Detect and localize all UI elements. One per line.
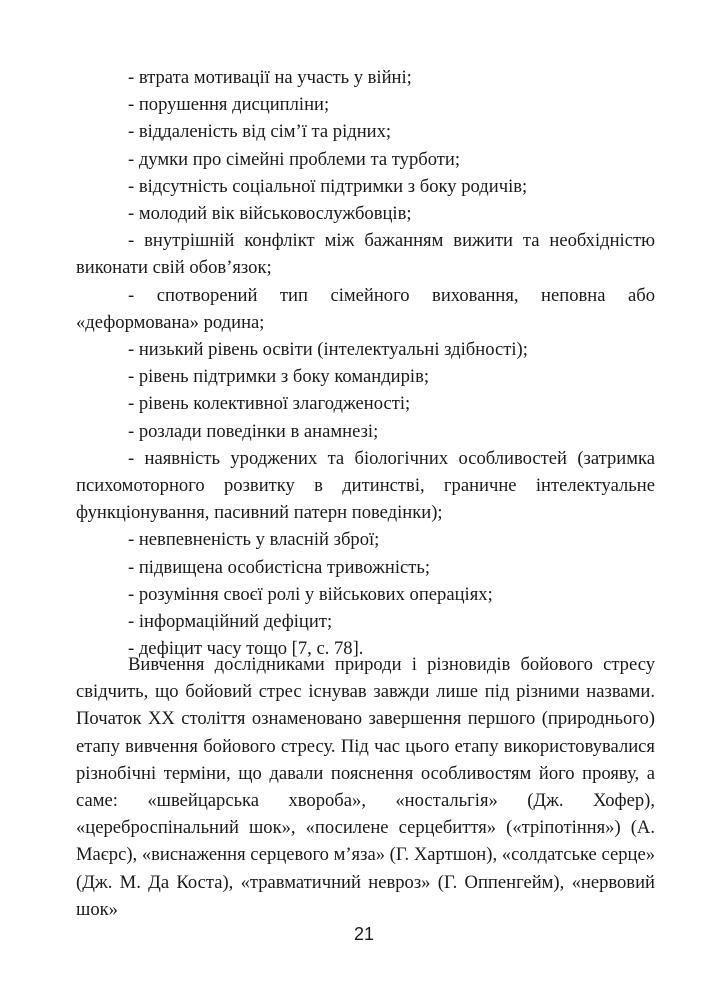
list-item: - розуміння своєї ролі у військових операціях; bbox=[128, 583, 493, 605]
list-item: - внутрішній конфлікт між бажанням вижити та необхідністю виконати свій обов’язок; bbox=[76, 230, 655, 279]
list-item: - порушення дисципліни; bbox=[128, 94, 330, 116]
list-item: - спотворений тип сімейного виховання, неповна або «деформована» родина; bbox=[76, 284, 655, 333]
list-item: - розлади поведінки в анамнезі; bbox=[128, 420, 379, 442]
list-item: - молодий вік військовослужбовців; bbox=[128, 203, 412, 225]
page-number: 21 bbox=[353, 924, 375, 944]
list-item: - втрата мотивації на участь у війні; bbox=[128, 67, 412, 88]
list-item: - віддаленість від сім’ї та рідних; bbox=[128, 121, 392, 143]
list-item: - підвищена особистісна тривожність; bbox=[128, 556, 431, 578]
list-item: - невпевненість у власній зброї; bbox=[128, 529, 380, 551]
list-item: - дефіцит часу тощо [7, с. 78]. bbox=[128, 638, 364, 660]
body-paragraph: Вивчення дослідниками природи і різновидів бойового стресу свідчить, що бойовий стрес існував завжди лише під різними назвами. Початок ХХ століття ознаменовано завершення першого (природнього) етапу вивчення бойового стресу. Під час цього етапу використовувалися різнобічні терміни, що давали пояснення особливостям його прояву, а саме: «швейцарська хвороба», «ностальгія» (Дж. Хофер), «цереброспінальний шок», «посилене серцебиття» («тріпотіння») (А. Маєрс), «виснаження серцевого м’яза» (Г. Хартшон), «солдатське серце» (Дж. М. Да Коста), «травматичний невроз» (Г. Оппенгейм), «нервовий шок» bbox=[76, 654, 655, 920]
factor-list bbox=[0, 64, 728, 662]
list-item: - думки про сімейні проблеми та турботи; bbox=[128, 148, 461, 170]
list-item: - рівень підтримки з боку командирів; bbox=[128, 366, 430, 388]
list-item: - низький рівень освіти (інтелектуальні здібності); bbox=[128, 339, 528, 361]
list-item: - відсутність соціальної підтримки з боку родичів; bbox=[128, 175, 528, 197]
list-item: - наявність уроджених та біологічних особливостей (затримка психомоторного розвитку в дитинстві, граничне інтелектуальне функціонування, пасивний патерн поведінки); bbox=[76, 447, 655, 524]
list-item: - рівень колективної злагодженості; bbox=[128, 393, 411, 415]
list-item: - інформаційний дефіцит; bbox=[128, 611, 333, 633]
